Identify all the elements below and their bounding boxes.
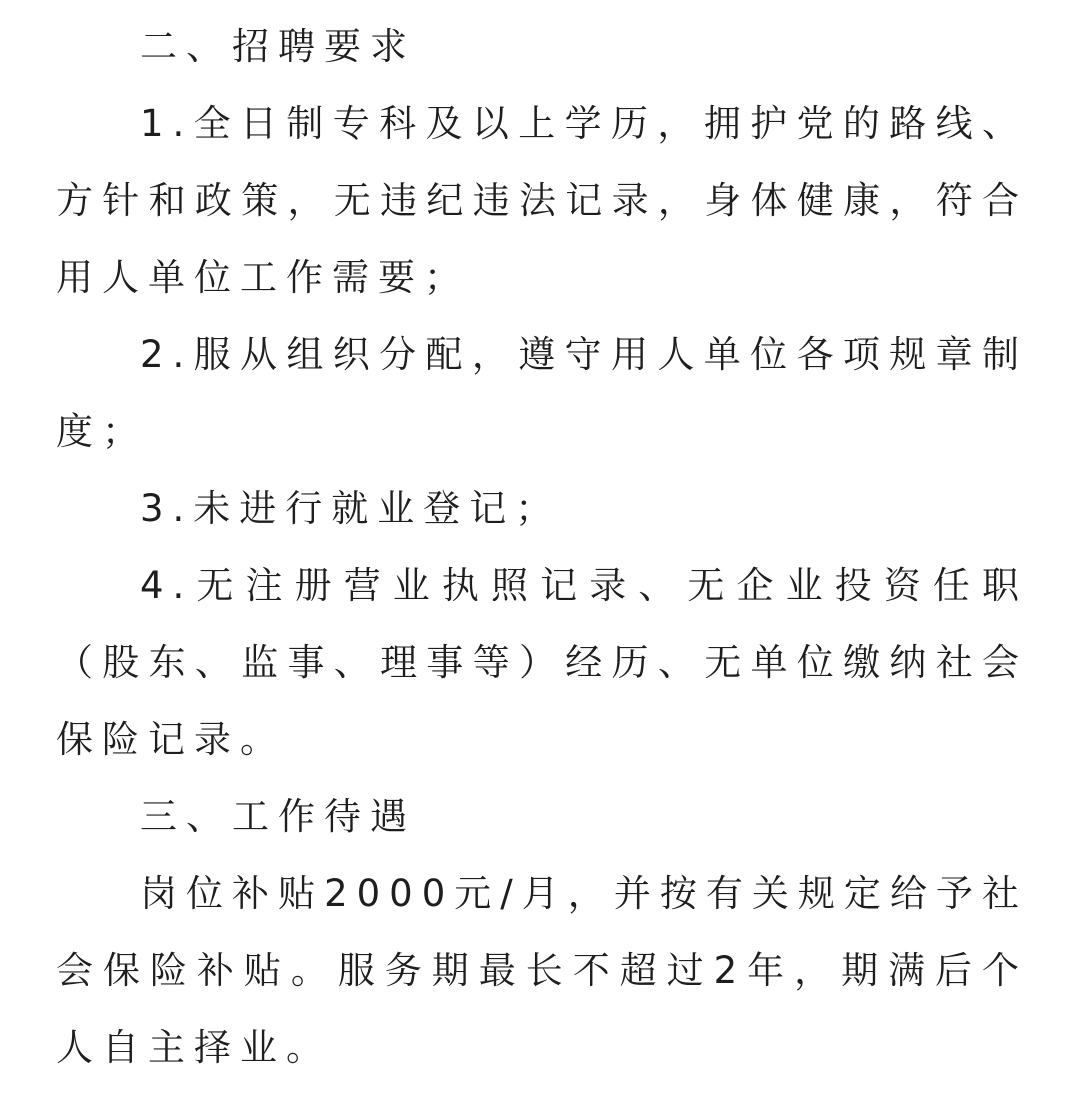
benefits-paragraph: 岗位补贴2000元/月，并按有关规定给予社会保险补贴。服务期最长不超过2年，期满后个人自主择业。 bbox=[56, 872, 1028, 1069]
section-heading-benefits: 三、工作待遇 bbox=[140, 795, 416, 838]
section-heading-requirements: 二、招聘要求 bbox=[140, 25, 416, 68]
requirement-item-2: 2.服从组织分配，遵守用人单位各项规章制度； bbox=[56, 333, 1028, 453]
requirement-item-3: 3.未进行就业登记； bbox=[140, 487, 562, 530]
requirement-item-1: 1.全日制专科及以上学历，拥护党的路线、方针和政策，无违纪违法记录，身体健康，符合用人单位工作需要； bbox=[56, 102, 1028, 299]
document-body bbox=[56, 8, 1028, 1086]
requirement-item-4: 4.无注册营业执照记录、无企业投资任职（股东、监事、理事等）经历、无单位缴纳社会保险记录。 bbox=[56, 564, 1028, 761]
